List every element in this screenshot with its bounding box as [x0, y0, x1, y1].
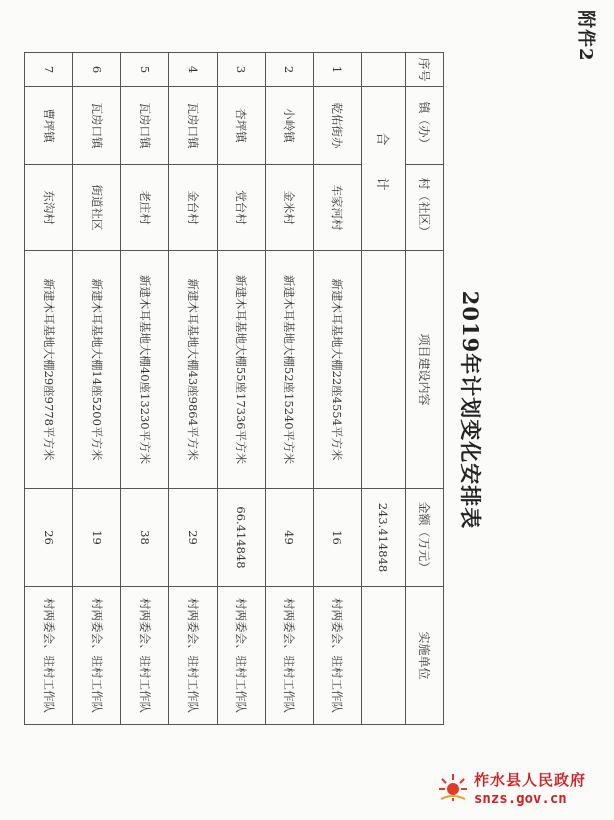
table-row [313, 53, 361, 725]
row-content: 新建木耳基地大棚55座17336平方米 [217, 251, 265, 489]
row-amount: 38 [121, 489, 169, 587]
total-unit-cell [362, 587, 406, 725]
header-content: 项目建设内容 [406, 251, 444, 489]
row-town: 瓦房口镇 [121, 87, 169, 165]
row-unit: 村两委会、驻村工作队 [121, 587, 169, 725]
sun-emblem-icon [438, 772, 468, 802]
row-content: 新建木耳基地大棚22座4554平方米 [313, 251, 361, 489]
row-unit: 村两委会、驻村工作队 [25, 587, 73, 725]
row-town: 瓦房口镇 [169, 87, 217, 165]
attachment-label: 附件2 [575, 10, 596, 62]
header-town: 镇（办） [406, 87, 444, 165]
row-index: 7 [25, 53, 73, 87]
row-amount: 29 [169, 489, 217, 587]
row-index: 4 [169, 53, 217, 87]
total-amount: 243.414848 [362, 489, 406, 587]
row-village: 金米村 [265, 165, 313, 251]
row-index: 3 [217, 53, 265, 87]
row-index: 1 [313, 53, 361, 87]
table-row [217, 53, 265, 725]
row-unit: 村两委会、驻村工作队 [265, 587, 313, 725]
row-village: 金台村 [169, 165, 217, 251]
total-content-cell [362, 251, 406, 489]
row-village: 东沟村 [25, 165, 73, 251]
row-amount: 16 [313, 489, 361, 587]
row-town: 乾佑街办 [313, 87, 361, 165]
total-label: 合 计 [362, 87, 406, 251]
row-village: 街道社区 [73, 165, 121, 251]
row-unit: 村两委会、驻村工作队 [73, 587, 121, 725]
row-unit: 村两委会、驻村工作队 [217, 587, 265, 725]
header-village: 村（社区） [406, 165, 444, 251]
table-header-row [406, 53, 444, 725]
row-index: 5 [121, 53, 169, 87]
document-title: 2019年计划变化安排表 [458, 290, 483, 530]
row-index: 2 [265, 53, 313, 87]
header-unit: 实施单位 [406, 587, 444, 725]
header-index: 序号 [406, 53, 444, 87]
row-unit: 村两委会、驻村工作队 [313, 587, 361, 725]
row-content: 新建木耳基地大棚29座9778平方米 [25, 251, 73, 489]
row-content: 新建木耳基地大棚40座13230平方米 [121, 251, 169, 489]
table-row [25, 53, 73, 725]
total-row [362, 53, 406, 725]
header-amount: 金额（万元） [406, 489, 444, 587]
row-town: 杏坪镇 [217, 87, 265, 165]
row-content: 新建木耳基地大棚14座5200平方米 [73, 251, 121, 489]
row-town: 曹坪镇 [25, 87, 73, 165]
row-index: 6 [73, 53, 121, 87]
row-content: 新建木耳基地大棚52座15240平方米 [265, 251, 313, 489]
row-unit: 村两委会、驻村工作队 [169, 587, 217, 725]
gov-url[interactable]: snzs.gov.cn [474, 791, 567, 807]
row-amount: 66.414848 [217, 489, 265, 587]
table-row [73, 53, 121, 725]
row-amount: 26 [25, 489, 73, 587]
row-town: 小岭镇 [265, 87, 313, 165]
row-amount: 49 [265, 489, 313, 587]
row-town: 瓦房口镇 [73, 87, 121, 165]
gov-name: 柞水县人民政府 [474, 771, 587, 789]
row-village: 党台村 [217, 165, 265, 251]
plan-table [24, 52, 444, 725]
row-amount: 19 [73, 489, 121, 587]
table-row [121, 53, 169, 725]
total-index-cell [362, 53, 406, 87]
row-village: 车家河村 [313, 165, 361, 251]
table-row [169, 53, 217, 725]
row-village: 老庄村 [121, 165, 169, 251]
row-content: 新建木耳基地大棚43座9864平方米 [169, 251, 217, 489]
table-row [265, 53, 313, 725]
government-watermark [438, 768, 608, 814]
